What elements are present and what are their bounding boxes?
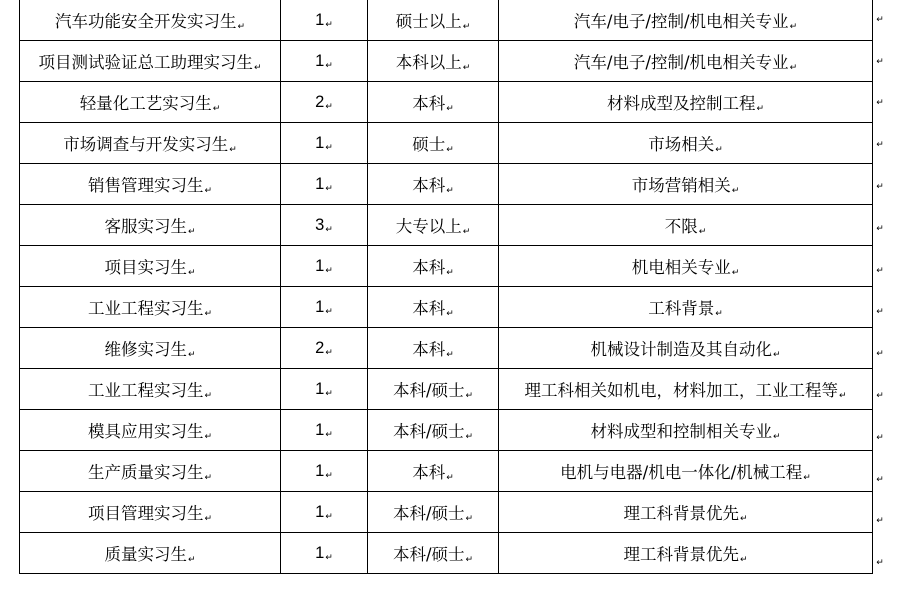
position-cell <box>20 205 281 246</box>
education-cell-text: 本科 <box>412 299 446 318</box>
major-cell <box>499 246 873 287</box>
major-cell <box>499 492 873 533</box>
major-cell <box>499 205 873 246</box>
paragraph-mark-icon: ↵ <box>325 469 333 480</box>
position-cell <box>20 492 281 533</box>
paragraph-mark-icon: ↵ <box>739 555 748 565</box>
education-cell-text: 本科 <box>412 94 446 113</box>
count-cell <box>281 41 368 82</box>
table-row <box>20 164 873 205</box>
paragraph-mark-icon: ↵ <box>446 473 454 483</box>
count-cell-text: 1 <box>315 256 325 275</box>
table-row <box>20 533 873 574</box>
count-cell <box>281 328 368 369</box>
count-cell-text: 1 <box>315 51 325 70</box>
position-cell-text: 轻量化工艺实习生 <box>79 94 212 113</box>
position-cell <box>20 82 281 123</box>
position-cell-text: 模具应用实习生 <box>87 422 204 441</box>
table-row <box>20 328 873 369</box>
paragraph-mark-icon: ↵ <box>325 387 333 398</box>
paragraph-mark-icon: ↵ <box>187 350 196 360</box>
position-cell <box>20 287 281 328</box>
paragraph-mark-icon: ↵ <box>325 346 333 357</box>
major-cell <box>499 328 873 369</box>
count-cell-text: 1 <box>315 10 325 29</box>
paragraph-mark-icon: ↵ <box>446 186 454 196</box>
position-cell <box>20 369 281 410</box>
row-end-mark-icon: ↵ <box>876 432 884 443</box>
position-cell <box>20 533 281 574</box>
paragraph-mark-icon: ↵ <box>204 309 213 319</box>
count-cell-text: 2 <box>315 92 325 111</box>
count-cell <box>281 492 368 533</box>
education-cell-text: 本科/硕士 <box>392 504 465 523</box>
education-cell <box>368 328 499 369</box>
row-end-mark-icon: ↵ <box>876 56 884 67</box>
paragraph-mark-icon: ↵ <box>465 514 474 524</box>
count-cell <box>281 0 368 41</box>
count-cell-text: 2 <box>315 338 325 357</box>
count-cell-text: 3 <box>315 215 325 234</box>
major-cell <box>499 123 873 164</box>
position-cell-text: 汽车功能安全开发实习生 <box>54 12 237 31</box>
position-cell <box>20 410 281 451</box>
education-cell <box>368 123 499 164</box>
paragraph-mark-icon: ↵ <box>465 555 474 565</box>
count-cell-text: 1 <box>315 420 325 439</box>
count-cell-text: 1 <box>315 502 325 521</box>
paragraph-mark-icon: ↵ <box>462 227 471 237</box>
major-cell <box>499 41 873 82</box>
count-cell-text: 1 <box>315 543 325 562</box>
paragraph-mark-icon: ↵ <box>698 227 707 237</box>
row-end-mark-icon: ↵ <box>876 349 884 360</box>
major-cell <box>499 0 873 41</box>
paragraph-mark-icon: ↵ <box>204 514 213 524</box>
education-cell <box>368 164 499 205</box>
count-cell <box>281 287 368 328</box>
paragraph-mark-icon: ↵ <box>187 268 196 278</box>
paragraph-mark-icon: ↵ <box>204 186 213 196</box>
paragraph-mark-icon: ↵ <box>229 145 237 155</box>
row-end-mark-icon: ↵ <box>876 223 884 234</box>
major-cell-text: 市场营销相关 <box>631 176 731 195</box>
paragraph-mark-icon: ↵ <box>731 186 740 196</box>
position-cell <box>20 123 281 164</box>
position-cell-text: 市场调查与开发实习生 <box>63 135 229 154</box>
education-cell-text: 本科 <box>412 258 446 277</box>
table-row <box>20 123 873 164</box>
paragraph-mark-icon: ↵ <box>731 268 740 278</box>
count-cell-text: 1 <box>315 379 325 398</box>
paragraph-mark-icon: ↵ <box>838 391 847 401</box>
internship-table-body <box>20 0 873 574</box>
count-cell <box>281 164 368 205</box>
paragraph-mark-icon: ↵ <box>325 551 333 562</box>
education-cell <box>368 451 499 492</box>
paragraph-mark-icon: ↵ <box>789 22 798 32</box>
count-cell <box>281 246 368 287</box>
paragraph-mark-icon: ↵ <box>715 309 723 319</box>
row-end-mark-icon: ↵ <box>876 140 884 151</box>
paragraph-mark-icon: ↵ <box>325 18 333 29</box>
count-cell <box>281 369 368 410</box>
major-cell-text: 理工科背景优先 <box>623 504 739 523</box>
major-cell-text: 理工科背景优先 <box>623 545 739 564</box>
count-cell <box>281 410 368 451</box>
position-cell-text: 维修实习生 <box>104 340 187 359</box>
table-row <box>20 41 873 82</box>
paragraph-mark-icon: ↵ <box>462 63 471 73</box>
education-cell-text: 本科/硕士 <box>392 422 465 441</box>
table-row <box>20 451 873 492</box>
major-cell-text: 机电相关专业 <box>631 258 731 277</box>
education-cell-text: 硕士 <box>412 135 446 154</box>
row-end-mark-icon: ↵ <box>876 391 884 402</box>
education-cell <box>368 41 499 82</box>
row-end-mark-icon: ↵ <box>876 516 884 527</box>
major-cell-text: 理工科相关如机电，材料加工，工业工程等 <box>524 381 838 400</box>
position-cell-text: 项目管理实习生 <box>87 504 204 523</box>
table-row <box>20 82 873 123</box>
education-cell <box>368 82 499 123</box>
major-cell <box>499 451 873 492</box>
paragraph-mark-icon: ↵ <box>325 264 333 275</box>
major-cell <box>499 287 873 328</box>
position-cell-text: 项目实习生 <box>104 258 187 277</box>
position-cell <box>20 0 281 41</box>
position-cell <box>20 328 281 369</box>
education-cell-text: 本科 <box>412 463 446 482</box>
internship-table <box>19 0 873 574</box>
table-row <box>20 287 873 328</box>
education-cell-text: 硕士以上 <box>395 12 462 31</box>
paragraph-mark-icon: ↵ <box>204 473 213 483</box>
paragraph-mark-icon: ↵ <box>465 432 474 442</box>
count-cell-text: 1 <box>315 174 325 193</box>
count-cell-text: 1 <box>315 461 325 480</box>
count-cell <box>281 82 368 123</box>
count-cell <box>281 451 368 492</box>
education-cell-text: 本科 <box>412 340 446 359</box>
major-cell-text: 材料成型和控制相关专业 <box>590 422 772 441</box>
paragraph-mark-icon: ↵ <box>756 104 765 114</box>
education-cell <box>368 246 499 287</box>
major-cell-text: 汽车/电子/控制/机电相关专业 <box>573 53 789 72</box>
paragraph-mark-icon: ↵ <box>325 182 333 193</box>
major-cell-text: 电机与电器/机电一体化/机械工程 <box>560 463 803 482</box>
position-cell <box>20 451 281 492</box>
paragraph-mark-icon: ↵ <box>446 350 454 360</box>
paragraph-mark-icon: ↵ <box>237 22 246 32</box>
major-cell-text: 汽车/电子/控制/机电相关专业 <box>573 12 789 31</box>
paragraph-mark-icon: ↵ <box>803 473 811 483</box>
education-cell-text: 本科 <box>412 176 446 195</box>
education-cell <box>368 287 499 328</box>
paragraph-mark-icon: ↵ <box>212 104 221 114</box>
education-cell <box>368 533 499 574</box>
paragraph-mark-icon: ↵ <box>187 227 196 237</box>
position-cell <box>20 164 281 205</box>
paragraph-mark-icon: ↵ <box>325 510 333 521</box>
education-cell <box>368 492 499 533</box>
row-end-mark-icon: ↵ <box>876 265 884 276</box>
paragraph-mark-icon: ↵ <box>715 145 723 155</box>
education-cell-text: 大专以上 <box>395 217 462 236</box>
paragraph-mark-icon: ↵ <box>739 514 748 524</box>
position-cell-text: 工业工程实习生 <box>87 381 204 400</box>
position-cell-text: 客服实习生 <box>104 217 187 236</box>
education-cell <box>368 0 499 41</box>
paragraph-mark-icon: ↵ <box>325 305 333 316</box>
major-cell-text: 工科背景 <box>648 299 715 318</box>
row-end-mark-icon: ↵ <box>876 474 884 485</box>
table-row <box>20 0 873 41</box>
major-cell <box>499 369 873 410</box>
education-cell-text: 本科以上 <box>395 53 462 72</box>
major-cell-text: 市场相关 <box>648 135 715 154</box>
row-end-mark-icon: ↵ <box>876 307 884 318</box>
major-cell <box>499 164 873 205</box>
paragraph-mark-icon: ↵ <box>446 309 454 319</box>
major-cell <box>499 82 873 123</box>
count-cell-text: 1 <box>315 297 325 316</box>
position-cell-text: 项目测试验证总工助理实习生 <box>38 53 253 72</box>
paragraph-mark-icon: ↵ <box>462 22 471 32</box>
position-cell <box>20 41 281 82</box>
row-end-marks <box>874 0 886 584</box>
position-cell <box>20 246 281 287</box>
paragraph-mark-icon: ↵ <box>325 100 333 111</box>
count-cell <box>281 533 368 574</box>
paragraph-mark-icon: ↵ <box>446 104 454 114</box>
education-cell-text: 本科/硕士 <box>392 545 465 564</box>
count-cell <box>281 205 368 246</box>
row-end-mark-icon: ↵ <box>876 14 884 25</box>
paragraph-mark-icon: ↵ <box>204 432 213 442</box>
paragraph-mark-icon: ↵ <box>325 59 333 70</box>
count-cell-text: 1 <box>315 133 325 152</box>
table-row <box>20 246 873 287</box>
table-row <box>20 410 873 451</box>
paragraph-mark-icon: ↵ <box>446 145 454 155</box>
table-row <box>20 205 873 246</box>
row-end-mark-icon: ↵ <box>876 558 884 569</box>
paragraph-mark-icon: ↵ <box>772 350 781 360</box>
row-end-mark-icon: ↵ <box>876 182 884 193</box>
paragraph-mark-icon: ↵ <box>253 63 262 73</box>
education-cell <box>368 369 499 410</box>
paragraph-mark-icon: ↵ <box>204 391 213 401</box>
table-row <box>20 369 873 410</box>
position-cell-text: 生产质量实习生 <box>87 463 204 482</box>
paragraph-mark-icon: ↵ <box>325 141 333 152</box>
position-cell-text: 质量实习生 <box>104 545 187 564</box>
paragraph-mark-icon: ↵ <box>772 432 781 442</box>
major-cell-text: 不限 <box>664 217 698 236</box>
paragraph-mark-icon: ↵ <box>465 391 474 401</box>
table-row <box>20 492 873 533</box>
position-cell-text: 工业工程实习生 <box>87 299 204 318</box>
paragraph-mark-icon: ↵ <box>187 555 196 565</box>
major-cell <box>499 533 873 574</box>
education-cell-text: 本科/硕士 <box>392 381 465 400</box>
position-cell-text: 销售管理实习生 <box>87 176 204 195</box>
major-cell-text: 材料成型及控制工程 <box>606 94 756 113</box>
paragraph-mark-icon: ↵ <box>789 63 798 73</box>
paragraph-mark-icon: ↵ <box>325 428 333 439</box>
education-cell <box>368 205 499 246</box>
paragraph-mark-icon: ↵ <box>325 223 333 234</box>
count-cell <box>281 123 368 164</box>
paragraph-mark-icon: ↵ <box>446 268 454 278</box>
row-end-mark-icon: ↵ <box>876 98 884 109</box>
education-cell <box>368 410 499 451</box>
major-cell-text: 机械设计制造及其自动化 <box>590 340 772 359</box>
major-cell <box>499 410 873 451</box>
